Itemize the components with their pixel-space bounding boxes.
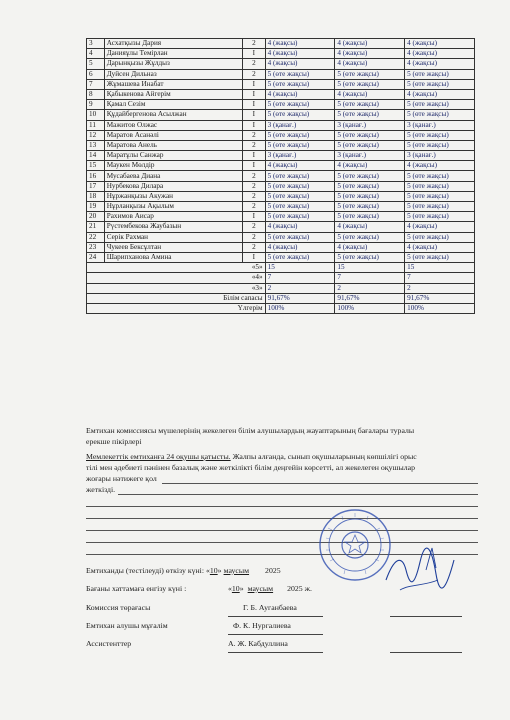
student-name: Қамал Сезім bbox=[104, 100, 242, 110]
level-mark: 2 bbox=[243, 191, 265, 201]
student-name: Жұмашева Инабат bbox=[104, 79, 242, 89]
signature-line bbox=[228, 634, 323, 635]
student-row bbox=[87, 202, 475, 212]
grade-3: 5 (өте жақсы) bbox=[405, 212, 475, 222]
row-number: 19 bbox=[87, 202, 105, 212]
grade-3: 5 (өте жақсы) bbox=[405, 110, 475, 120]
summary-value-1: 7 bbox=[265, 273, 335, 283]
level-mark: 2 bbox=[243, 202, 265, 212]
grade-3: 5 (өте жақсы) bbox=[405, 140, 475, 150]
summary-label: «4» bbox=[87, 273, 266, 283]
row-number: 7 bbox=[87, 79, 105, 89]
level-mark: 2 bbox=[243, 59, 265, 69]
student-name: Нұржанқызы Акужан bbox=[104, 191, 242, 201]
grade-3: 5 (өте жақсы) bbox=[405, 181, 475, 191]
student-name: Дарынқызы Жұлдыз bbox=[104, 59, 242, 69]
grade-2: 5 (өте жақсы) bbox=[335, 252, 405, 262]
student-row bbox=[87, 110, 475, 120]
row-number: 8 bbox=[87, 89, 105, 99]
grade-1: 5 (өте жақсы) bbox=[265, 110, 335, 120]
student-row bbox=[87, 120, 475, 130]
grade-rows bbox=[87, 39, 475, 263]
grade-1: 5 (өте жақсы) bbox=[265, 232, 335, 242]
summary-row bbox=[87, 303, 475, 313]
summary-value-1: 2 bbox=[265, 283, 335, 293]
student-name: Асхатқызы Дария bbox=[104, 39, 242, 49]
row-number: 16 bbox=[87, 171, 105, 181]
student-row bbox=[87, 242, 475, 252]
grade-1: 5 (өте жақсы) bbox=[265, 202, 335, 212]
signature-line bbox=[228, 652, 323, 653]
student-row bbox=[87, 39, 475, 49]
student-row bbox=[87, 49, 475, 59]
level-mark: 2 bbox=[243, 39, 265, 49]
level-mark: 2 bbox=[243, 69, 265, 79]
opinions-heading-line1: Емтихан комиссиясы мүшелерінің жекелеген білім алушылардың жауаптарының бағалары туралы bbox=[86, 426, 415, 435]
student-row bbox=[87, 232, 475, 242]
level-mark: 2 bbox=[243, 181, 265, 191]
protocol-date-label: Бағаны хаттамаға енгізу күні : bbox=[86, 584, 187, 593]
grade-2: 5 (өте жақсы) bbox=[335, 202, 405, 212]
student-row bbox=[87, 212, 475, 222]
level-mark: 2 bbox=[243, 232, 265, 242]
grade-2: 5 (өте жақсы) bbox=[335, 69, 405, 79]
level-mark: 2 bbox=[243, 242, 265, 252]
level-mark: 2 bbox=[243, 171, 265, 181]
ruled-line bbox=[86, 506, 478, 507]
grade-2: 4 (жақсы) bbox=[335, 49, 405, 59]
summary-label: «5» bbox=[87, 263, 266, 273]
summary-row bbox=[87, 293, 475, 303]
grade-3: 4 (жақсы) bbox=[405, 222, 475, 232]
level-mark: I bbox=[243, 161, 265, 171]
grade-2: 5 (өте жақсы) bbox=[335, 232, 405, 242]
opinions-paragraph-line4: жеткізді. bbox=[86, 485, 116, 494]
grade-1: 4 (жақсы) bbox=[265, 59, 335, 69]
student-row bbox=[87, 59, 475, 69]
protocol-month: маусым bbox=[247, 584, 274, 593]
grade-1: 3 (қанағ.) bbox=[265, 120, 335, 130]
grade-3: 4 (жақсы) bbox=[405, 161, 475, 171]
level-mark: 2 bbox=[243, 130, 265, 140]
opinions-heading-line2: ерекше пікірлері bbox=[86, 437, 142, 446]
student-name: Маратов Асанәлі bbox=[104, 130, 242, 140]
grade-1: 4 (жақсы) bbox=[265, 89, 335, 99]
exam-day: 10 bbox=[209, 566, 218, 575]
row-number: 11 bbox=[87, 120, 105, 130]
grade-1: 4 (жақсы) bbox=[265, 39, 335, 49]
summary-value-2: 100% bbox=[335, 303, 405, 313]
student-row bbox=[87, 140, 475, 150]
grade-1: 4 (жақсы) bbox=[265, 222, 335, 232]
grade-1: 5 (өте жақсы) bbox=[265, 212, 335, 222]
summary-value-2: 2 bbox=[335, 283, 405, 293]
signature-scribble bbox=[380, 540, 460, 600]
grade-2: 5 (өте жақсы) bbox=[335, 140, 405, 150]
summary-label: «3» bbox=[87, 283, 266, 293]
student-name: Маратұлы Санжар bbox=[104, 151, 242, 161]
summary-row bbox=[87, 273, 475, 283]
row-number: 17 bbox=[87, 181, 105, 191]
exam-month: маусым bbox=[223, 566, 250, 575]
exam-year: 2025 bbox=[265, 566, 281, 575]
grade-3: 4 (жақсы) bbox=[405, 39, 475, 49]
student-name: Маукен Мөлдір bbox=[104, 161, 242, 171]
student-row bbox=[87, 171, 475, 181]
student-row bbox=[87, 222, 475, 232]
student-name: Мусабаева Диана bbox=[104, 171, 242, 181]
row-number: 9 bbox=[87, 100, 105, 110]
summary-value-1: 100% bbox=[265, 303, 335, 313]
row-number: 22 bbox=[87, 232, 105, 242]
row-number: 24 bbox=[87, 252, 105, 262]
grade-1: 5 (өте жақсы) bbox=[265, 191, 335, 201]
assistant-label: Ассистенттер bbox=[86, 639, 132, 648]
grade-1: 3 (қанағ.) bbox=[265, 151, 335, 161]
summary-value-2: 7 bbox=[335, 273, 405, 283]
student-name: Нұрланқызы Ақылым bbox=[104, 202, 242, 212]
grade-3: 5 (өте жақсы) bbox=[405, 79, 475, 89]
level-mark: I bbox=[243, 79, 265, 89]
grade-3: 5 (өте жақсы) bbox=[405, 171, 475, 181]
grade-1: 5 (өте жақсы) bbox=[265, 252, 335, 262]
summary-value-3: 15 bbox=[405, 263, 475, 273]
row-number: 14 bbox=[87, 151, 105, 161]
grade-2: 5 (өте жақсы) bbox=[335, 79, 405, 89]
student-row bbox=[87, 89, 475, 99]
student-row bbox=[87, 100, 475, 110]
grade-2: 4 (жақсы) bbox=[335, 39, 405, 49]
level-mark: I bbox=[243, 151, 265, 161]
grade-2: 4 (жақсы) bbox=[335, 89, 405, 99]
grade-1: 4 (жақсы) bbox=[265, 242, 335, 252]
grade-1: 5 (өте жақсы) bbox=[265, 130, 335, 140]
grade-3: 3 (қанағ.) bbox=[405, 120, 475, 130]
grade-3: 4 (жақсы) bbox=[405, 89, 475, 99]
row-number: 4 bbox=[87, 49, 105, 59]
level-mark: I bbox=[243, 252, 265, 262]
ruled-line bbox=[162, 483, 478, 484]
summary-rows bbox=[87, 263, 475, 314]
opinions-paragraph-line3: жоғары нәтижеге қол bbox=[86, 474, 157, 483]
chair-name: Г. Б. Ауганбаева bbox=[243, 603, 297, 612]
level-mark: I bbox=[243, 110, 265, 120]
student-name: Данияұлы Темірлан bbox=[104, 49, 242, 59]
student-row bbox=[87, 69, 475, 79]
grade-3: 5 (өте жақсы) bbox=[405, 69, 475, 79]
level-mark: I bbox=[243, 120, 265, 130]
row-number: 23 bbox=[87, 242, 105, 252]
summary-value-3: 91,67% bbox=[405, 293, 475, 303]
student-row bbox=[87, 191, 475, 201]
grade-2: 5 (өте жақсы) bbox=[335, 191, 405, 201]
ruled-line bbox=[86, 518, 478, 519]
student-row bbox=[87, 130, 475, 140]
signature-line bbox=[390, 652, 462, 653]
row-number: 20 bbox=[87, 212, 105, 222]
grade-1: 4 (жақсы) bbox=[265, 49, 335, 59]
summary-value-1: 91,67% bbox=[265, 293, 335, 303]
exam-date-row: Емтиханды (тестілеуді) өткізу күні: «10» маусым 2025 bbox=[86, 566, 281, 575]
level-mark: I bbox=[243, 212, 265, 222]
grade-3: 4 (жақсы) bbox=[405, 49, 475, 59]
grades-table bbox=[86, 38, 475, 314]
grade-1: 5 (өте жақсы) bbox=[265, 171, 335, 181]
opinions-paragraph-underlined: Мемлекеттік емтиханға 24 оқушы қатысты. bbox=[86, 452, 231, 461]
row-number: 21 bbox=[87, 222, 105, 232]
grade-3: 4 (жақсы) bbox=[405, 242, 475, 252]
student-name: Чукеев Бексұлтан bbox=[104, 242, 242, 252]
student-name: Маратова Анель bbox=[104, 140, 242, 150]
grade-1: 5 (өте жақсы) bbox=[265, 181, 335, 191]
row-number: 6 bbox=[87, 69, 105, 79]
student-name: Нурбекова Дилара bbox=[104, 181, 242, 191]
grade-3: 5 (өте жақсы) bbox=[405, 130, 475, 140]
row-number: 13 bbox=[87, 140, 105, 150]
teacher-label: Емтихан алушы мұғалім bbox=[86, 621, 168, 630]
teacher-name: Ф. К. Нургалиева bbox=[233, 621, 291, 630]
student-name: Шарипханова Амина bbox=[104, 252, 242, 262]
row-number: 10 bbox=[87, 110, 105, 120]
chair-label: Комиссия төрағасы bbox=[86, 603, 151, 612]
student-row bbox=[87, 79, 475, 89]
grade-1: 5 (өте жақсы) bbox=[265, 140, 335, 150]
level-mark: I bbox=[243, 100, 265, 110]
student-name: Серік Рахман bbox=[104, 232, 242, 242]
grade-2: 4 (жақсы) bbox=[335, 59, 405, 69]
grade-2: 3 (қанағ.) bbox=[335, 151, 405, 161]
signature-line bbox=[390, 616, 462, 617]
grade-1: 5 (өте жақсы) bbox=[265, 69, 335, 79]
student-row bbox=[87, 252, 475, 262]
grade-3: 5 (өте жақсы) bbox=[405, 100, 475, 110]
row-number: 18 bbox=[87, 191, 105, 201]
student-name: Қабыкенова Айгерім bbox=[104, 89, 242, 99]
grade-1: 4 (жақсы) bbox=[265, 161, 335, 171]
grade-2: 4 (жақсы) bbox=[335, 161, 405, 171]
exam-date-label: Емтиханды (тестілеуді) өткізу күні: « bbox=[86, 566, 210, 575]
student-name: Дуйсен Дильназ bbox=[104, 69, 242, 79]
row-number: 15 bbox=[87, 161, 105, 171]
row-number: 3 bbox=[87, 39, 105, 49]
grade-3: 5 (өте жақсы) bbox=[405, 202, 475, 212]
opinions-paragraph-line2: тілі мен әдебиеті пәнінен базалық және жеткілікті білім деңгейін көрсетті, ал жекелеген оқушылар bbox=[86, 463, 415, 472]
grade-3: 3 (қанағ.) bbox=[405, 151, 475, 161]
grade-3: 5 (өте жақсы) bbox=[405, 252, 475, 262]
summary-value-2: 91,67% bbox=[335, 293, 405, 303]
level-mark: I bbox=[243, 89, 265, 99]
grade-2: 5 (өте жақсы) bbox=[335, 212, 405, 222]
summary-value-3: 100% bbox=[405, 303, 475, 313]
protocol-date-row: «10» маусым 2025 ж. bbox=[228, 584, 312, 593]
grade-2: 4 (жақсы) bbox=[335, 222, 405, 232]
protocol-year: 2025 ж. bbox=[287, 584, 312, 593]
grade-3: 5 (өте жақсы) bbox=[405, 191, 475, 201]
signature-line bbox=[228, 616, 323, 617]
ruled-line bbox=[118, 494, 478, 495]
assistant-name: А. Ж. Кабдуллина bbox=[228, 639, 288, 648]
grade-3: 5 (өте жақсы) bbox=[405, 232, 475, 242]
grade-1: 5 (өте жақсы) bbox=[265, 100, 335, 110]
level-mark: 2 bbox=[243, 222, 265, 232]
summary-row bbox=[87, 263, 475, 273]
level-mark: I bbox=[243, 49, 265, 59]
summary-label: Білім сапасы bbox=[87, 293, 266, 303]
opinions-paragraph-rest: Жалпы алғанда, сынып оқушыларының көпшілігі орыс bbox=[230, 452, 417, 461]
grade-2: 5 (өте жақсы) bbox=[335, 110, 405, 120]
protocol-day: 10 bbox=[231, 584, 240, 593]
grade-3: 4 (жақсы) bbox=[405, 59, 475, 69]
grade-2: 5 (өте жақсы) bbox=[335, 171, 405, 181]
summary-value-1: 15 bbox=[265, 263, 335, 273]
student-name: Рахимов Аисар bbox=[104, 212, 242, 222]
opinions-paragraph-line1 bbox=[86, 452, 417, 461]
grade-1: 5 (өте жақсы) bbox=[265, 79, 335, 89]
summary-value-2: 15 bbox=[335, 263, 405, 273]
student-row bbox=[87, 161, 475, 171]
row-number: 12 bbox=[87, 130, 105, 140]
grade-2: 3 (қанағ.) bbox=[335, 120, 405, 130]
summary-value-3: 7 bbox=[405, 273, 475, 283]
ruled-line bbox=[86, 530, 478, 531]
student-name: Рүстембекова Жаубазын bbox=[104, 222, 242, 232]
grade-2: 4 (жақсы) bbox=[335, 242, 405, 252]
level-mark: 2 bbox=[243, 140, 265, 150]
summary-value-3: 2 bbox=[405, 283, 475, 293]
student-name: Мажитов Олжас bbox=[104, 120, 242, 130]
grade-2: 5 (өте жақсы) bbox=[335, 181, 405, 191]
row-number: 5 bbox=[87, 59, 105, 69]
summary-row bbox=[87, 283, 475, 293]
grade-2: 5 (өте жақсы) bbox=[335, 100, 405, 110]
student-row bbox=[87, 181, 475, 191]
grade-2: 5 (өте жақсы) bbox=[335, 130, 405, 140]
student-name: Құдайбергенова Асылжан bbox=[104, 110, 242, 120]
student-row bbox=[87, 151, 475, 161]
summary-label: Үлгерім bbox=[87, 303, 266, 313]
